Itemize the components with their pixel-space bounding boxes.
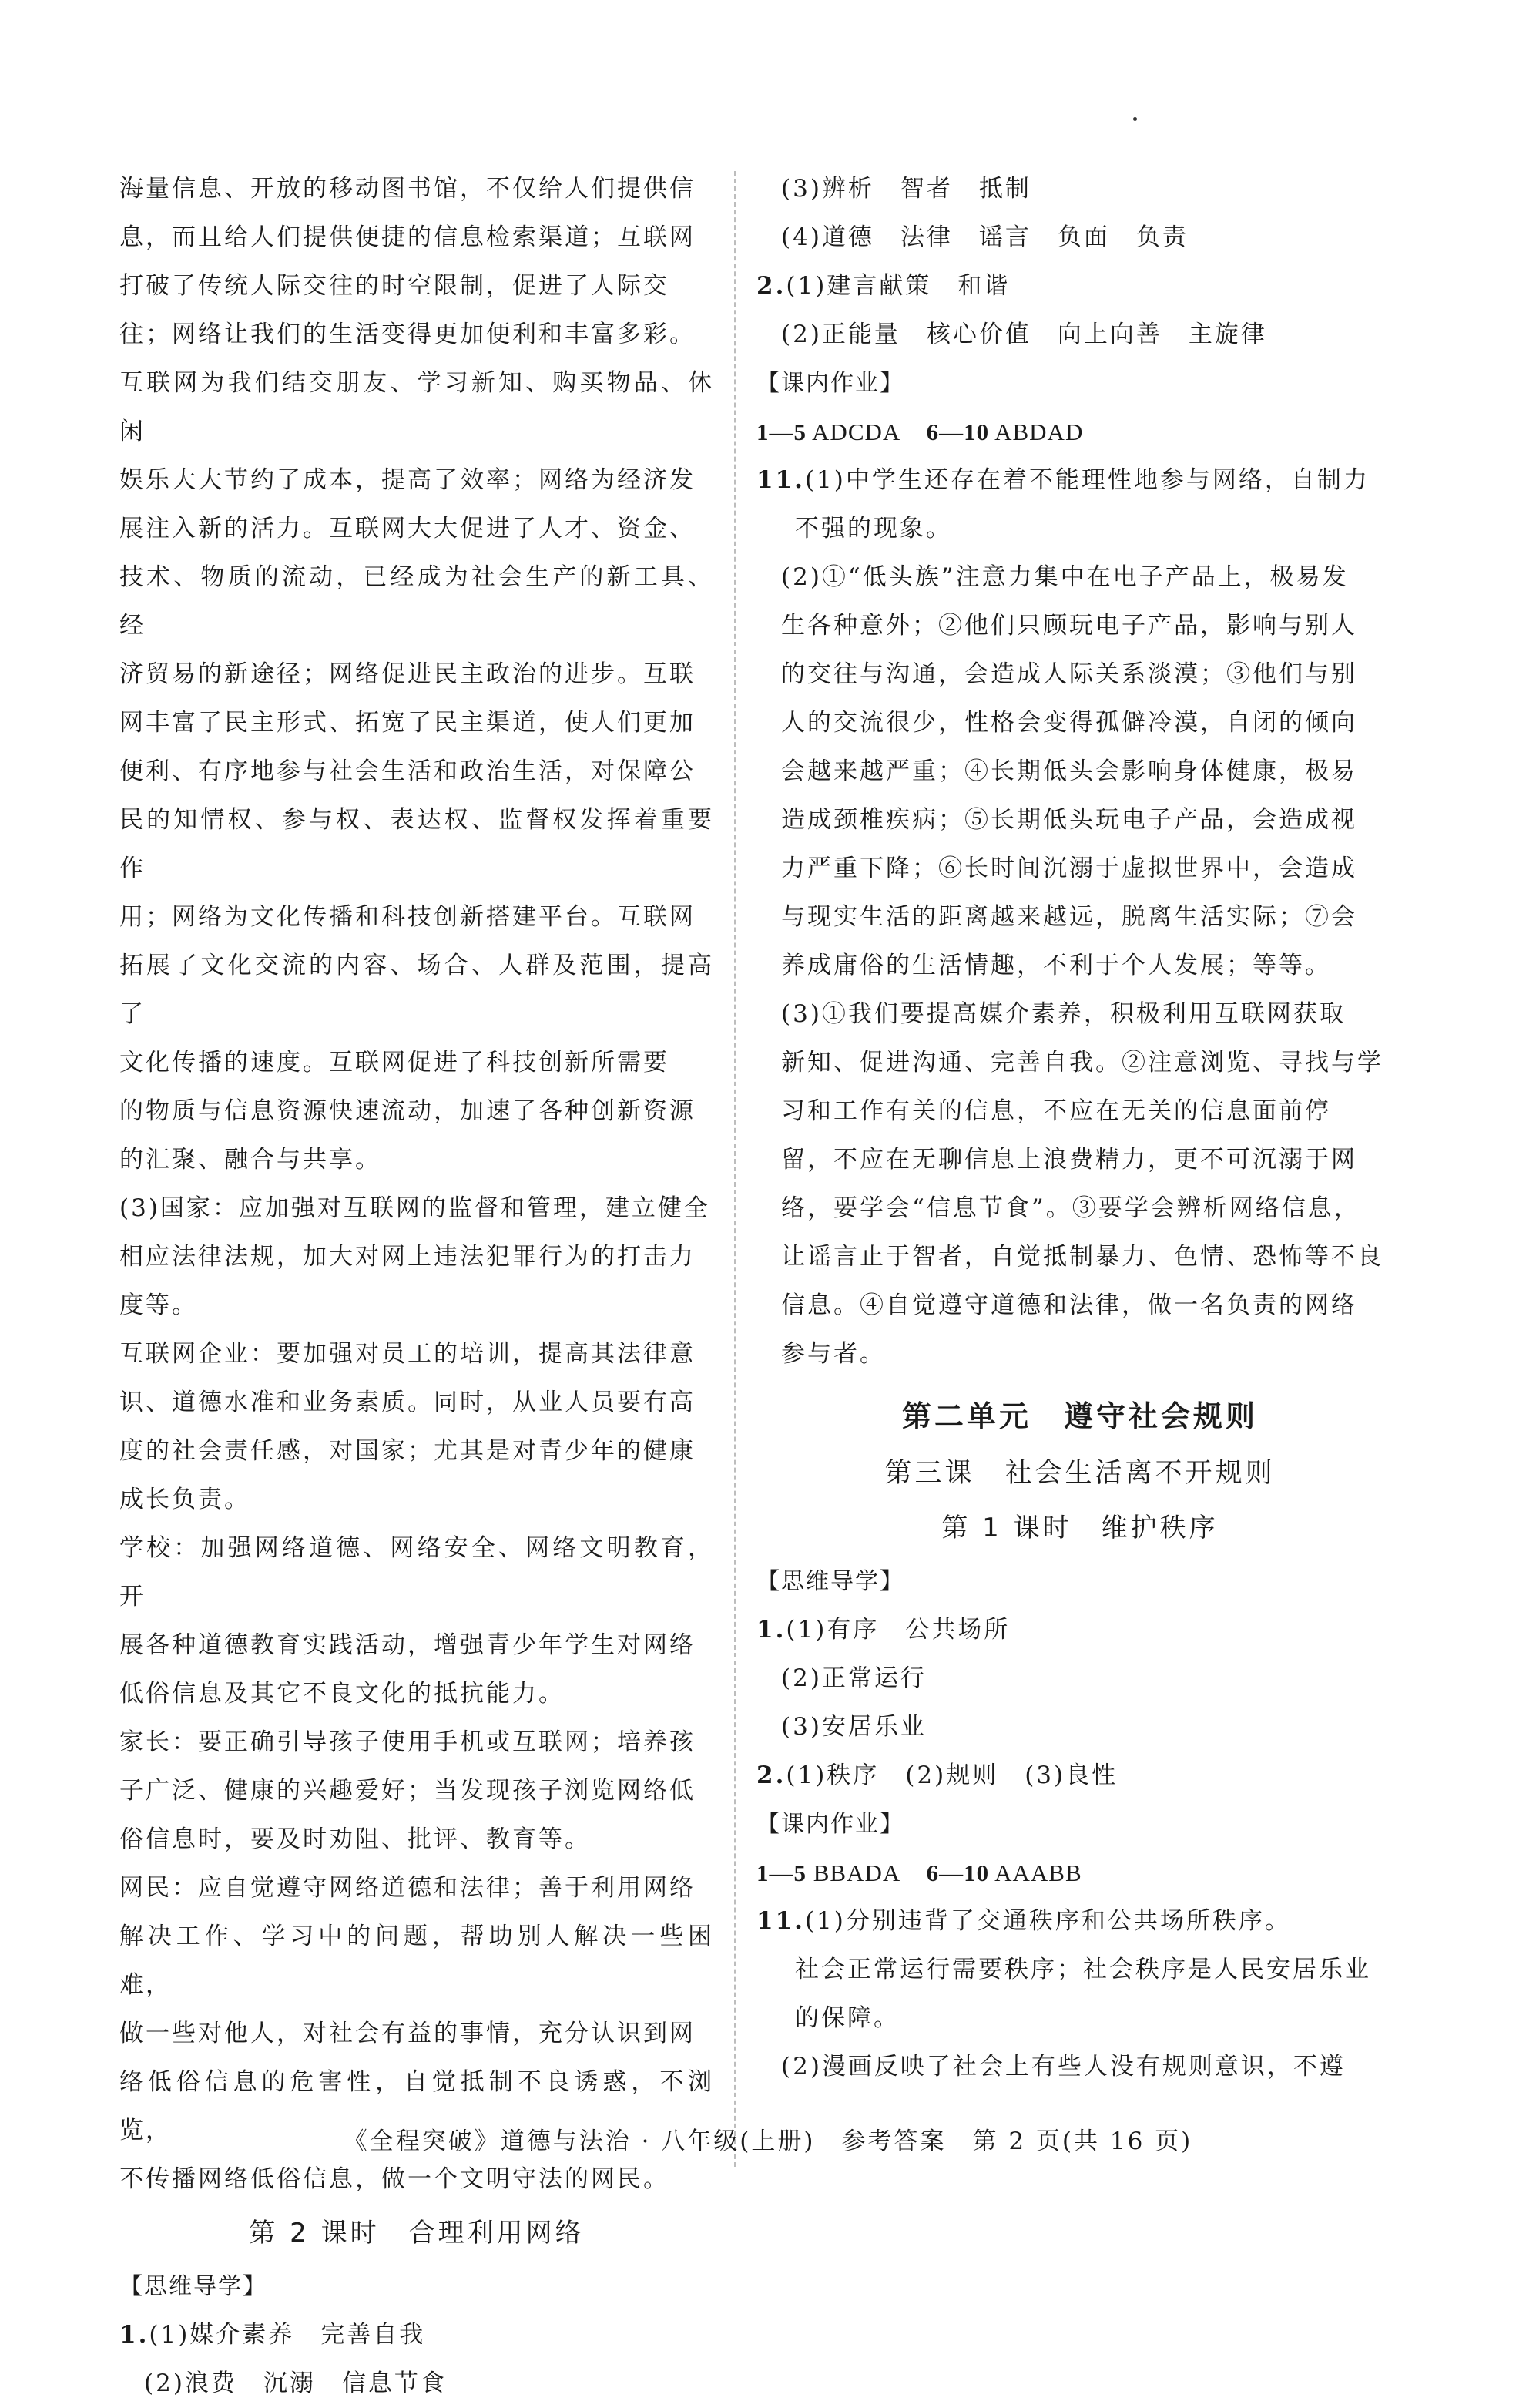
text-line: (2)①“低头族”注意力集中在电子产品上，极易发 bbox=[781, 563, 1349, 591]
text-line: 造成颈椎疾病；⑤长期低头玩电子产品，会造成视 bbox=[781, 806, 1357, 834]
answer-text: (2)正常运行 bbox=[781, 1664, 927, 1692]
answer-range-label: 6—10 bbox=[926, 1859, 990, 1886]
answer-3-school bbox=[119, 1524, 714, 1718]
text-line: 习和工作有关的信息，不应在无关的信息面前停 bbox=[781, 1097, 1331, 1125]
text-line: 展注入新的活力。互联网大大促进了人才、资金、 bbox=[119, 515, 696, 542]
text-line: 不传播网络低俗信息，做一个文明守法的网民。 bbox=[119, 2165, 669, 2193]
answer-range-label: 6—10 bbox=[926, 418, 990, 445]
text-line: 俗信息时，要及时劝阻、批评、教育等。 bbox=[119, 1825, 591, 1853]
unit-title: 第二单元 遵守社会规则 bbox=[901, 1399, 1258, 1433]
text-line: (3)①我们要提高媒介素养，积极利用互联网获取 bbox=[781, 1000, 1346, 1028]
answer-text: (2)浪费 沉溺 信息节食 bbox=[144, 2369, 447, 2397]
question-number: 1. bbox=[756, 1616, 786, 1644]
text-line: 网民：应自觉遵守网络道德和法律；善于利用网络 bbox=[119, 1874, 696, 1902]
text-line: 拓展了文化交流的内容、场合、人群及范围，提高了 bbox=[119, 952, 714, 1028]
text-line: 不强的现象。 bbox=[795, 515, 952, 542]
text-line: 息，而且给人们提供便捷的信息检索渠道；互联网 bbox=[119, 223, 696, 251]
text-line: 海量信息、开放的移动图书馆，不仅给人们提供信 bbox=[119, 175, 696, 203]
text-line: 新知、促进沟通、完善自我。②注意浏览、寻找与学 bbox=[781, 1049, 1383, 1076]
text-line: 度等。 bbox=[119, 1291, 198, 1319]
text-line: 用；网络为文化传播和科技创新搭建平台。互联网 bbox=[119, 903, 696, 931]
choice-answer-value: AAABB bbox=[994, 1859, 1082, 1886]
answer-3-enterprise bbox=[119, 1330, 714, 1524]
choice-answers bbox=[756, 408, 1404, 456]
period-1-title: 第 1 课时 维护秩序 bbox=[941, 1513, 1219, 1543]
column-divider bbox=[734, 171, 736, 2167]
scan-dot bbox=[1133, 117, 1137, 121]
question-number: 2. bbox=[756, 272, 786, 300]
text-line: 打破了传统人际交往的时空限制，促进了人际交 bbox=[119, 272, 669, 300]
text-line: 留，不应在无聊信息上浪费精力，更不可沉溺于网 bbox=[781, 1146, 1357, 1174]
text-line: 人的交流很少，性格会变得孤僻冷漠，自闭的倾向 bbox=[781, 709, 1357, 737]
lesson-title: 第三课 社会生活离不开规则 bbox=[884, 1458, 1276, 1489]
section-tag-thinking: 【思维导学】 bbox=[756, 1568, 904, 1595]
text-line: 相应法律法规，加大对网上违法犯罪行为的打击力 bbox=[119, 1243, 696, 1271]
text-line: 生各种意外；②他们只顾玩电子产品，影响与别人 bbox=[781, 612, 1357, 640]
text-line: (1)中学生还存在着不能理性地参与网络，自制力 bbox=[804, 466, 1370, 494]
right-column bbox=[756, 165, 1404, 2091]
section-tag-classwork: 【课内作业】 bbox=[756, 370, 904, 397]
period-2-title: 第 2 课时 合理利用网络 bbox=[249, 2218, 585, 2248]
answer-3-parent bbox=[119, 1718, 714, 1864]
text-line: 技术、物质的流动，已经成为社会生产的新工具、经 bbox=[119, 563, 714, 640]
answer-3-state bbox=[119, 1184, 714, 1330]
question-11-explanation bbox=[756, 1946, 1404, 2043]
text-line: 低俗信息及其它不良文化的抵抗能力。 bbox=[119, 1680, 565, 1708]
text-line: 互联网企业：要加强对员工的培训，提高其法律意 bbox=[119, 1340, 696, 1368]
answer-text: (1)分别违背了交通秩序和公共场所秩序。 bbox=[804, 1907, 1291, 1935]
question-11-part-3 bbox=[756, 990, 1404, 1379]
text-line: 学校：加强网络道德、网络安全、网络文明教育，开 bbox=[119, 1534, 714, 1610]
section-tag-classwork: 【课内作业】 bbox=[756, 1811, 904, 1838]
text-line: 识、道德水准和业务素质。同时，从业人员要有高 bbox=[119, 1389, 696, 1416]
answer-text: (2)正能量 核心价值 向上向善 主旋律 bbox=[781, 321, 1267, 348]
text-line: 度的社会责任感，对国家；尤其是对青少年的健康 bbox=[119, 1437, 696, 1465]
text-line: 与现实生活的距离越来越远，脱离生活实际；⑦会 bbox=[781, 903, 1357, 931]
answer-text: (3)安居乐业 bbox=[781, 1713, 927, 1741]
question-number: 11. bbox=[756, 466, 805, 494]
question-11 bbox=[756, 456, 1404, 553]
text-line: 的汇聚、融合与共享。 bbox=[119, 1146, 381, 1174]
question-number: 1. bbox=[119, 2321, 149, 2349]
text-line: 民的知情权、参与权、表达权、监督权发挥着重要作 bbox=[119, 806, 714, 882]
choice-answer-value: ABDAD bbox=[994, 418, 1084, 445]
text-line: 网丰富了民主形式、拓宽了民主渠道，使人们更加 bbox=[119, 709, 696, 737]
text-line: 力严重下降；⑥长时间沉溺于虚拟世界中，会造成 bbox=[781, 855, 1357, 882]
answer-text: (3)辨析 智者 抵制 bbox=[781, 175, 1031, 203]
intro-paragraph bbox=[119, 165, 714, 1184]
choice-answer-value: ADCDA bbox=[812, 418, 900, 445]
text-line: 解决工作、学习中的问题，帮助别人解决一些困难， bbox=[119, 1923, 714, 1999]
answer-text: (1)建言献策 和谐 bbox=[786, 272, 1011, 300]
text-line: 文化传播的速度。互联网促进了科技创新所需要 bbox=[119, 1049, 669, 1076]
answer-text: (2)漫画反映了社会上有些人没有规则意识，不遵 bbox=[781, 2053, 1346, 2081]
text-line: 展各种道德教育实践活动，增强青少年学生对网络 bbox=[119, 1631, 696, 1659]
section-tag-thinking: 【思维导学】 bbox=[119, 2273, 267, 2300]
text-line: 让谣言止于智者，自觉抵制暴力、色情、恐怖等不良 bbox=[781, 1243, 1383, 1271]
text-line: 便利、有序地参与社会生活和政治生活，对保障公 bbox=[119, 757, 696, 785]
choice-answer-value: BBADA bbox=[813, 1859, 900, 1886]
text-line: 的保障。 bbox=[795, 2004, 900, 2032]
text-line: 子广泛、健康的兴趣爱好；当发现孩子浏览网络低 bbox=[119, 1777, 696, 1805]
text-line: (3)国家：应加强对互联网的监督和管理，建立健全 bbox=[119, 1194, 710, 1222]
text-line: 络，要学会“信息节食”。③要学会辨析网络信息， bbox=[781, 1194, 1360, 1222]
question-number: 11. bbox=[756, 1907, 805, 1935]
answer-text: (4)道德 法律 谣言 负面 负责 bbox=[781, 223, 1189, 251]
answer-range-label: 1—5 bbox=[756, 1859, 807, 1886]
question-11-part-2 bbox=[756, 553, 1404, 990]
question-number: 2. bbox=[756, 1762, 786, 1789]
text-line: 娱乐大大节约了成本，提高了效率；网络为经济发 bbox=[119, 466, 696, 494]
text-line: 养成庸俗的生活情趣，不利于个人发展；等等。 bbox=[781, 952, 1331, 979]
choice-answers bbox=[756, 1849, 1404, 1897]
text-line: 社会正常运行需要秩序；社会秩序是人民安居乐业 bbox=[795, 1956, 1371, 1983]
answer-text: (1)有序 公共场所 bbox=[786, 1616, 1011, 1644]
text-line: 会越来越严重；④长期低头会影响身体健康，极易 bbox=[781, 757, 1357, 785]
text-line: 信息。④自觉遵守道德和法律，做一名负责的网络 bbox=[781, 1291, 1357, 1319]
text-line: 参与者。 bbox=[781, 1340, 886, 1368]
text-line: 成长负责。 bbox=[119, 1486, 250, 1513]
left-column bbox=[119, 165, 714, 2408]
page-footer: 《全程突破》道德与法治 · 八年级(上册) 参考答案 第 2 页(共 16 页) bbox=[343, 2128, 1193, 2155]
text-line: 络低俗信息的危害性，自觉抵制不良诱惑，不浏览， bbox=[119, 2068, 714, 2144]
answer-range-label: 1—5 bbox=[756, 418, 807, 445]
text-line: 的交往与沟通，会造成人际关系淡漠；③他们与别 bbox=[781, 660, 1357, 688]
text-line: 济贸易的新途径；网络促进民主政治的进步。互联 bbox=[119, 660, 696, 688]
text-line: 往；网络让我们的生活变得更加便利和丰富多彩。 bbox=[119, 321, 696, 348]
text-line: 做一些对他人，对社会有益的事情，充分认识到网 bbox=[119, 2020, 696, 2047]
text-line: 的物质与信息资源快速流动，加速了各种创新资源 bbox=[119, 1097, 696, 1125]
answer-text: (1)媒介素养 完善自我 bbox=[149, 2321, 426, 2349]
text-line: 家长：要正确引导孩子使用手机或互联网；培养孩 bbox=[119, 1728, 696, 1756]
text-line: 互联网为我们结交朋友、学习新知、购买物品、休闲 bbox=[119, 369, 714, 445]
answer-text: (1)秩序 (2)规则 (3)良性 bbox=[786, 1762, 1118, 1789]
